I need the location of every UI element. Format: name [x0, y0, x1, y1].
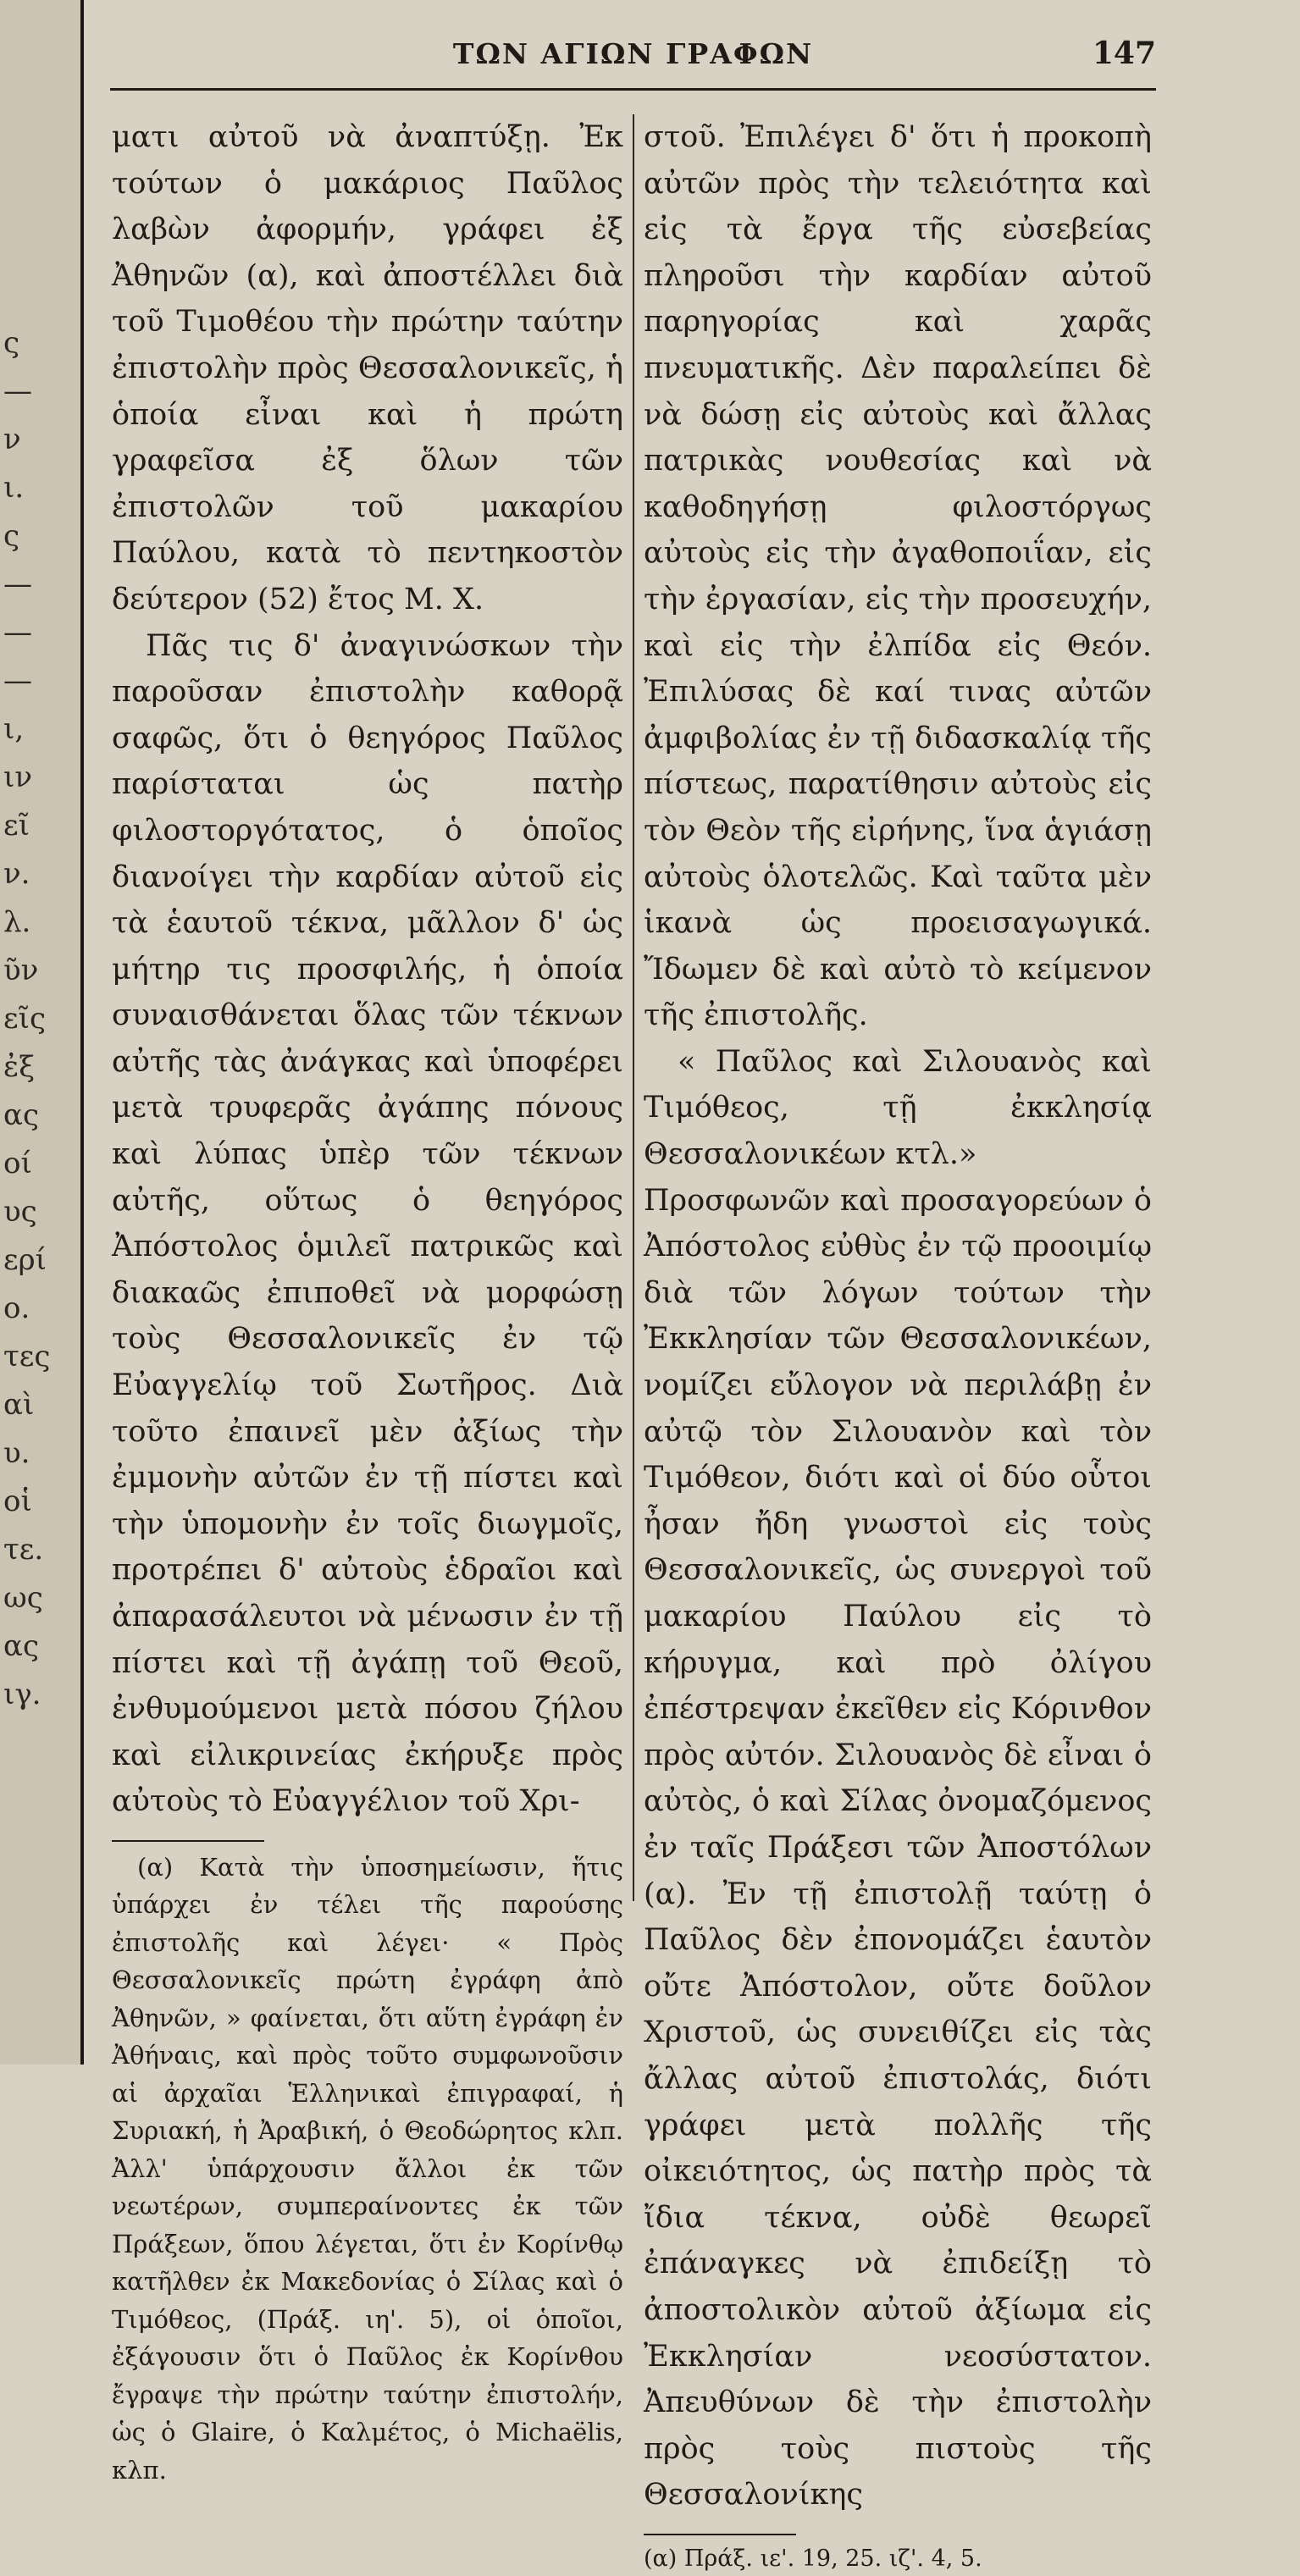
edge-glyph: ἐξ: [3, 1050, 35, 1084]
edge-glyph: υς: [3, 1195, 37, 1229]
page-header: [110, 32, 1156, 83]
edge-glyph: ο.: [3, 1291, 30, 1325]
right-footnote: (α) Πράξ. ιε'. 19, 25. ιζ'. 4, 5.: [644, 2545, 982, 2572]
edge-glyph: ν.: [3, 857, 30, 891]
right-paragraph-2: Προσφωνῶν καὶ προσαγορεύων ὁ Ἀπόστολος εὐθὺς ἐν τῷ προοιμίῳ διὰ τῶν λόγων τούτων τὴν Ἐκκλησίαν τῶν Θεσσαλονικέων, νομίζει εὔλογον νὰ περιλάβῃ ἐν αὐτῷ τὸν Σιλουανὸν καὶ τὸν Τιμόθεον, διότι καὶ οἱ δύο οὗτοι ἦσαν ἤδη γνωστοὶ εἰς τοὺς Θεσσαλονικεῖς, ὡς συνεργοὶ τοῦ μακαρίου Παύλου εἰς τὸ κήρυγμα, καὶ πρὸ ὀλίγου ἐπέστρεψαν ἐκεῖθεν εἰς Κόρινθον πρὸς αὐτόν. Σιλουανὸς δὲ εἶναι ὁ αὐτὸς, ὁ καὶ Σίλας ὀνομαζόμενος ἐν ταῖς Πράξεσι τῶν Ἀποστόλων (α). Ἐν τῇ ἐπιστολῇ ταύτῃ ὁ Παῦλος δὲν ἐπονομάζει ἑαυτὸν οὔτε Ἀπόστολον, οὔτε δοῦλον Χριστοῦ, ὡς συνειθίζει εἰς τὰς ἄλλας αὐτοῦ ἐπιστολάς, διότι γράφει μετὰ πολλῆς τῆς οἰκειότητος, ὡς πατὴρ πρὸς τὰ ἴδια τέκνα, οὐδὲ θεωρεῖ ἐπάναγκες νὰ ἐπιδείξῃ τὸ ἀποστολικὸν αὐτοῦ ἀξίωμα εἰς Ἐκκλησίαν νεοσύστατον. Ἀπευθύνων δὲ τὴν ἐπιστολὴν πρὸς τοὺς πιστοὺς τῆς Θεσσαλονίκης: [644, 1183, 1152, 2512]
right-column: [644, 114, 1152, 2576]
edge-glyph: —: [3, 664, 32, 698]
edge-glyph: οἱ: [3, 1484, 32, 1518]
edge-glyph: ως: [3, 1581, 43, 1615]
facing-page-edge: [0, 0, 84, 2065]
edge-glyph: τε.: [3, 1533, 44, 1567]
edge-glyph: ερί: [3, 1243, 47, 1277]
edge-glyph: ιν: [3, 760, 32, 794]
edge-glyph: τες: [3, 1340, 51, 1374]
edge-glyph: εῖς: [3, 1002, 46, 1036]
left-footnote: (α) Κατὰ τὴν ὑποσημείωσιν, ἥτις ὑπάρχει ἐν τέλει τῆς παρούσης ἐπιστολῆς καὶ λέγει· « Πρὸς Θεσσαλονικεῖς πρώτη ἐγράφη ἀπὸ Ἀθηνῶν, » φαίνεται, ὅτι αὕτη ἐγράφη ἐν Ἀθήναις, καὶ πρὸς τοῦτο συμφωνοῦσιν αἱ ἀρχαῖαι Ἑλληνικαὶ ἐπιγραφαί, ἡ Συριακή, ἡ Ἀραβική, ὁ Θεοδώρητος κλπ. Ἀλλ' ὑπάρχουσιν ἄλλοι ἐκ τῶν νεωτέρων, συμπεραίνοντες ἐκ τῶν Πράξεων, ὅπου λέγεται, ὅτι ἐν Κορίνθῳ κατῆλθεν ἐκ Μακεδονίας ὁ Σίλας καὶ ὁ Τιμόθεος, (Πράξ. ιη'. 5), οἱ ὁποῖοι, ἐξάγουσιν ὅτι ὁ Παῦλος ἐκ Κορίνθου ἔγραψε τὴν πρώτην ταύτην ἐπιστολήν, ὡς ὁ Glaire, ὁ Καλμέτος, ὁ Michaëlis, κλπ.: [112, 1852, 623, 2485]
edge-glyph: ι.: [3, 471, 25, 505]
edge-glyph: ς: [3, 519, 20, 553]
edge-glyph: ας: [3, 1629, 40, 1663]
footnote-rule: [644, 2534, 796, 2535]
edge-glyph: —: [3, 567, 32, 601]
edge-glyph: εῖ: [3, 809, 30, 843]
edge-glyph: οί: [3, 1147, 32, 1180]
edge-glyph: ν: [3, 423, 21, 456]
edge-glyph: —: [3, 374, 32, 408]
edge-glyph: —: [3, 616, 32, 650]
edge-glyph: ς: [3, 326, 20, 360]
footnote-rule: [112, 1840, 264, 1842]
edge-glyph: υ.: [3, 1436, 30, 1470]
left-paragraph-2: Πᾶς τις δ' ἀναγινώσκων τὴν παροῦσαν ἐπιστολὴν καθορᾷ σαφῶς, ὅτι ὁ θεηγόρος Παῦλος παρίσταται ὡς πατὴρ φιλοστοργότατος, ὁ ὁποῖος διανοίγει τὴν καρδίαν αὐτοῦ εἰς τὰ ἑαυτοῦ τέκνα, μᾶλλον δ' ὡς μήτηρ τις προσφιλής, ἡ ὁποία συναισθάνεται ὅλας τῶν τέκνων αὐτῆς τὰς ἀνάγκας καὶ ὑποφέρει μετὰ τρυφερᾶς ἀγάπης πόνους καὶ λύπας ὑπὲρ τῶν τέκνων αὐτῆς, οὕτως ὁ θεηγόρος Ἀπόστολος ὁμιλεῖ πατρικῶς καὶ διακαῶς ἐπιποθεῖ νὰ μορφώσῃ τοὺς Θεσσαλονικεῖς ἐν τῷ Εὐαγγελίῳ τοῦ Σωτῆρος. Διὰ τοῦτο ἐπαινεῖ μὲν ἀξίως τὴν ἐμμονὴν αὐτῶν ἐν τῇ πίστει καὶ τὴν ὑπομονὴν ἐν τοῖς διωγμοῖς, προτρέπει δ' αὐτοὺς ἑδραῖοι καὶ ἀπαρασάλευτοι νὰ μένωσιν ἐν τῇ πίστει καὶ τῇ ἀγάπῃ τοῦ Θεοῦ, ἐνθυμούμενοι μετὰ πόσου ζήλου καὶ εἰλικρινείας ἐκήρυξε πρὸς αὐτοὺς τὸ Εὐαγγέλιον τοῦ Χρι-: [112, 628, 623, 1819]
edge-glyph: λ.: [3, 905, 31, 939]
edge-glyph: ας: [3, 1098, 40, 1132]
edge-glyph: ι,: [3, 712, 25, 746]
left-paragraph-1: ματι αὐτοῦ νὰ ἀναπτύξῃ. Ἐκ τούτων ὁ μακάριος Παῦλος λαβὼν ἀφορμήν, γράφει ἐξ Ἀθηνῶν (α), καὶ ἀποστέλλει διὰ τοῦ Τιμοθέου τὴν πρώτην ταύτην ἐπιστολὴν πρὸς Θεσσαλονικεῖς, ἡ ὁποία εἶναι καὶ ἡ πρώτη γραφεῖσα ἐξ ὅλων τῶν ἐπιστολῶν τοῦ μακαρίου Παύλου, κατὰ τὸ πεντηκοστὸν δεύτερον (52) ἔτος Μ. Χ.: [112, 120, 623, 616]
scripture-quote: « Παῦλος καὶ Σιλουανὸς καὶ Τιμόθεος, τῇ ἐκκλησίᾳ Θεσσαλονικέων κτλ.»: [644, 1044, 1152, 1172]
left-column: [112, 114, 623, 2489]
edge-glyph: ῦν: [3, 954, 39, 987]
right-paragraph-1: στοῦ. Ἐπιλέγει δ' ὅτι ἡ προκοπὴ αὐτῶν πρὸς τὴν τελειότητα καὶ εἰς τὰ ἔργα τῆς εὐσεβείας πληροῦσι τὴν καρδίαν αὐτοῦ παρηγορίας καὶ χαρᾶς πνευματικῆς. Δὲν παραλείπει δὲ νὰ δώσῃ εἰς αὐτοὺς καὶ ἄλλας πατρικὰς νουθεσίας καὶ νὰ καθοδηγήσῃ φιλοστόργως αὐτοὺς εἰς τὴν ἀγαθοποιΐαν, εἰς τὴν ἐργασίαν, εἰς τὴν προσευχήν, καὶ εἰς τὴν ἐλπίδα εἰς Θεόν. Ἐπιλύσας δὲ καί τινας αὐτῶν ἀμφιβολίας ἐν τῇ διδασκαλίᾳ τῆς πίστεως, παρατίθησιν αὐτοὺς εἰς τὸν Θεὸν τῆς εἰρήνης, ἵνα ἁγιάσῃ αὐτοὺς ὁλοτελῶς. Καὶ ταῦτα μὲν ἱκανὰ ὡς προεισαγωγικά. Ἴδωμεν δὲ καὶ αὐτὸ τὸ κείμενον τῆς ἐπιστολῆς.: [644, 120, 1152, 1033]
column-divider: [633, 114, 634, 1901]
edge-glyph: αὶ: [3, 1388, 35, 1422]
page-number: 147: [1092, 36, 1156, 71]
edge-glyph: ιγ.: [3, 1678, 41, 1711]
header-rule: [110, 88, 1156, 91]
running-head: ΤΩΝ ΑΓΙΩΝ ΓΡΑΦΩΝ: [452, 37, 814, 70]
